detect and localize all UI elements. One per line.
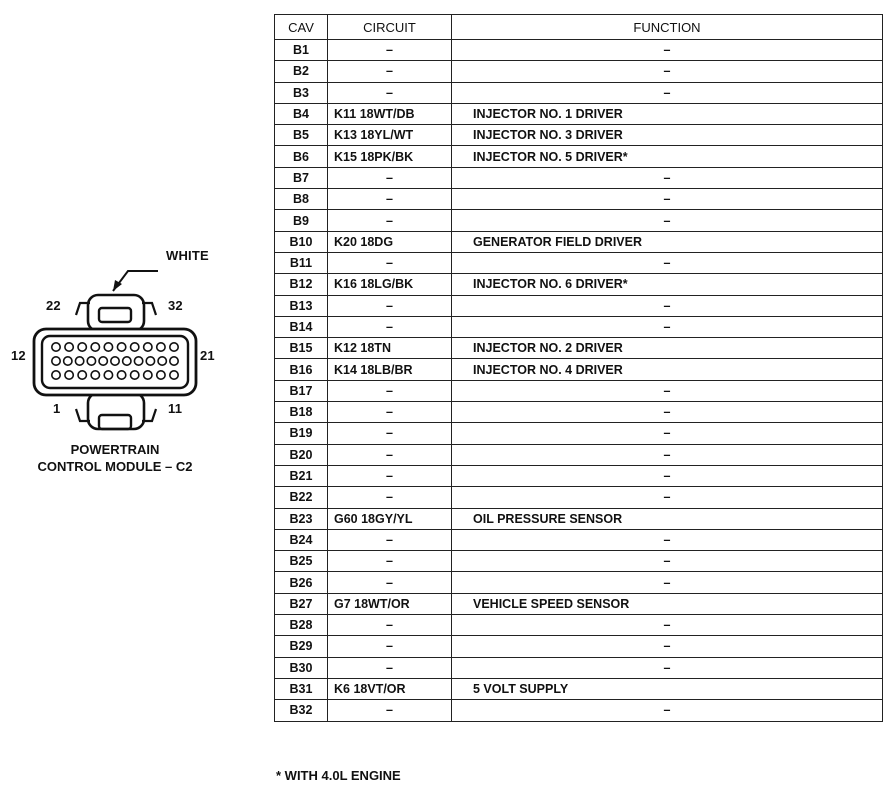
circuit-cell: – [328, 189, 452, 210]
cav-cell: B27 [275, 593, 328, 614]
pinout-table [274, 14, 883, 722]
wire-color-label: WHITE [166, 248, 209, 263]
function-cell: – [452, 423, 883, 444]
function-cell: INJECTOR NO. 4 DRIVER [452, 359, 883, 380]
function-cell: – [452, 61, 883, 82]
circuit-cell: – [328, 572, 452, 593]
table-row [275, 231, 883, 252]
table-row [275, 210, 883, 231]
table-row [275, 338, 883, 359]
table-row [275, 146, 883, 167]
circuit-cell: – [328, 529, 452, 550]
table-row [275, 380, 883, 401]
table-row [275, 572, 883, 593]
circuit-cell: K14 18LB/BR [328, 359, 452, 380]
pin-label-bottom-left: 1 [53, 401, 61, 416]
header-function: FUNCTION [452, 15, 883, 40]
table-row [275, 508, 883, 529]
cav-cell: B32 [275, 700, 328, 721]
cav-cell: B31 [275, 678, 328, 699]
circuit-cell: – [328, 40, 452, 61]
cav-cell: B7 [275, 167, 328, 188]
table-row [275, 423, 883, 444]
cav-cell: B19 [275, 423, 328, 444]
pin-label-bottom-right: 11 [168, 401, 183, 416]
function-cell: – [452, 444, 883, 465]
pin-label-top-left: 22 [46, 298, 61, 313]
function-cell: OIL PRESSURE SENSOR [452, 508, 883, 529]
function-cell: – [452, 167, 883, 188]
table-row [275, 40, 883, 61]
table-row [275, 359, 883, 380]
cav-cell: B1 [275, 40, 328, 61]
function-cell: – [452, 210, 883, 231]
cav-cell: B15 [275, 338, 328, 359]
circuit-cell: – [328, 316, 452, 337]
cav-cell: B12 [275, 274, 328, 295]
circuit-cell: – [328, 61, 452, 82]
function-cell: INJECTOR NO. 6 DRIVER* [452, 274, 883, 295]
circuit-cell: – [328, 487, 452, 508]
pin-label-right: 21 [200, 348, 215, 363]
table-row [275, 657, 883, 678]
function-cell: INJECTOR NO. 2 DRIVER [452, 338, 883, 359]
circuit-cell: – [328, 295, 452, 316]
cav-cell: B26 [275, 572, 328, 593]
header-circuit: CIRCUIT [328, 15, 452, 40]
table-row [275, 82, 883, 103]
function-cell: VEHICLE SPEED SENSOR [452, 593, 883, 614]
cav-cell: B5 [275, 125, 328, 146]
function-cell: INJECTOR NO. 5 DRIVER* [452, 146, 883, 167]
cav-cell: B21 [275, 465, 328, 486]
cav-cell: B6 [275, 146, 328, 167]
table-body [275, 40, 883, 722]
circuit-cell: – [328, 444, 452, 465]
table-row [275, 487, 883, 508]
function-cell: INJECTOR NO. 3 DRIVER [452, 125, 883, 146]
circuit-cell: – [328, 167, 452, 188]
caption-line-2: CONTROL MODULE – C2 [37, 459, 193, 474]
table-row [275, 593, 883, 614]
function-cell: GENERATOR FIELD DRIVER [452, 231, 883, 252]
function-cell: – [452, 529, 883, 550]
function-cell: – [452, 615, 883, 636]
table-row [275, 167, 883, 188]
caption-line-1: POWERTRAIN [70, 442, 160, 457]
circuit-cell: K6 18VT/OR [328, 678, 452, 699]
cav-cell: B13 [275, 295, 328, 316]
cav-cell: B18 [275, 402, 328, 423]
circuit-cell: – [328, 615, 452, 636]
table-row [275, 465, 883, 486]
cav-cell: B17 [275, 380, 328, 401]
circuit-cell: – [328, 252, 452, 273]
function-cell: – [452, 700, 883, 721]
function-cell: – [452, 572, 883, 593]
function-cell: – [452, 189, 883, 210]
cav-cell: B3 [275, 82, 328, 103]
circuit-cell: G7 18WT/OR [328, 593, 452, 614]
function-cell: – [452, 487, 883, 508]
circuit-cell: K13 18YL/WT [328, 125, 452, 146]
circuit-cell: – [328, 82, 452, 103]
function-cell: – [452, 316, 883, 337]
function-cell: – [452, 40, 883, 61]
table-row [275, 316, 883, 337]
circuit-cell: – [328, 423, 452, 444]
function-cell: – [452, 380, 883, 401]
function-cell: – [452, 636, 883, 657]
table-row [275, 636, 883, 657]
cav-cell: B16 [275, 359, 328, 380]
function-cell: – [452, 465, 883, 486]
table-row [275, 444, 883, 465]
circuit-cell: – [328, 636, 452, 657]
table-row [275, 529, 883, 550]
cav-cell: B22 [275, 487, 328, 508]
header-cav: CAV [275, 15, 328, 40]
cav-cell: B14 [275, 316, 328, 337]
cav-cell: B28 [275, 615, 328, 636]
pin-label-left: 12 [11, 348, 26, 363]
table-row [275, 402, 883, 423]
circuit-cell: – [328, 657, 452, 678]
circuit-cell: – [328, 551, 452, 572]
circuit-cell: K20 18DG [328, 231, 452, 252]
cav-cell: B11 [275, 252, 328, 273]
table-row [275, 189, 883, 210]
footnote: * WITH 4.0L ENGINE [276, 768, 401, 783]
circuit-cell: K15 18PK/BK [328, 146, 452, 167]
function-cell: – [452, 252, 883, 273]
cav-cell: B10 [275, 231, 328, 252]
function-cell: – [452, 82, 883, 103]
cav-cell: B20 [275, 444, 328, 465]
function-cell: INJECTOR NO. 1 DRIVER [452, 103, 883, 124]
cav-cell: B2 [275, 61, 328, 82]
table-row [275, 61, 883, 82]
table-row [275, 678, 883, 699]
circuit-cell: – [328, 210, 452, 231]
table-row [275, 103, 883, 124]
function-cell: – [452, 402, 883, 423]
circuit-cell: – [328, 465, 452, 486]
table-row [275, 295, 883, 316]
function-cell: – [452, 657, 883, 678]
circuit-cell: – [328, 700, 452, 721]
function-cell: – [452, 551, 883, 572]
table-row [275, 252, 883, 273]
cav-cell: B24 [275, 529, 328, 550]
circuit-cell: K12 18TN [328, 338, 452, 359]
circuit-cell: K11 18WT/DB [328, 103, 452, 124]
table-row [275, 274, 883, 295]
circuit-cell: K16 18LG/BK [328, 274, 452, 295]
cav-cell: B29 [275, 636, 328, 657]
circuit-cell: G60 18GY/YL [328, 508, 452, 529]
cav-cell: B25 [275, 551, 328, 572]
cav-cell: B23 [275, 508, 328, 529]
table-row [275, 700, 883, 721]
cav-cell: B4 [275, 103, 328, 124]
function-cell: – [452, 295, 883, 316]
cav-cell: B9 [275, 210, 328, 231]
cav-cell: B30 [275, 657, 328, 678]
connector-caption [10, 441, 220, 475]
circuit-cell: – [328, 402, 452, 423]
table-header-row [275, 15, 883, 40]
table-row [275, 551, 883, 572]
circuit-cell: – [328, 380, 452, 401]
table-row [275, 615, 883, 636]
function-cell: 5 VOLT SUPPLY [452, 678, 883, 699]
cav-cell: B8 [275, 189, 328, 210]
pin-label-top-right: 32 [168, 298, 183, 313]
table-row [275, 125, 883, 146]
